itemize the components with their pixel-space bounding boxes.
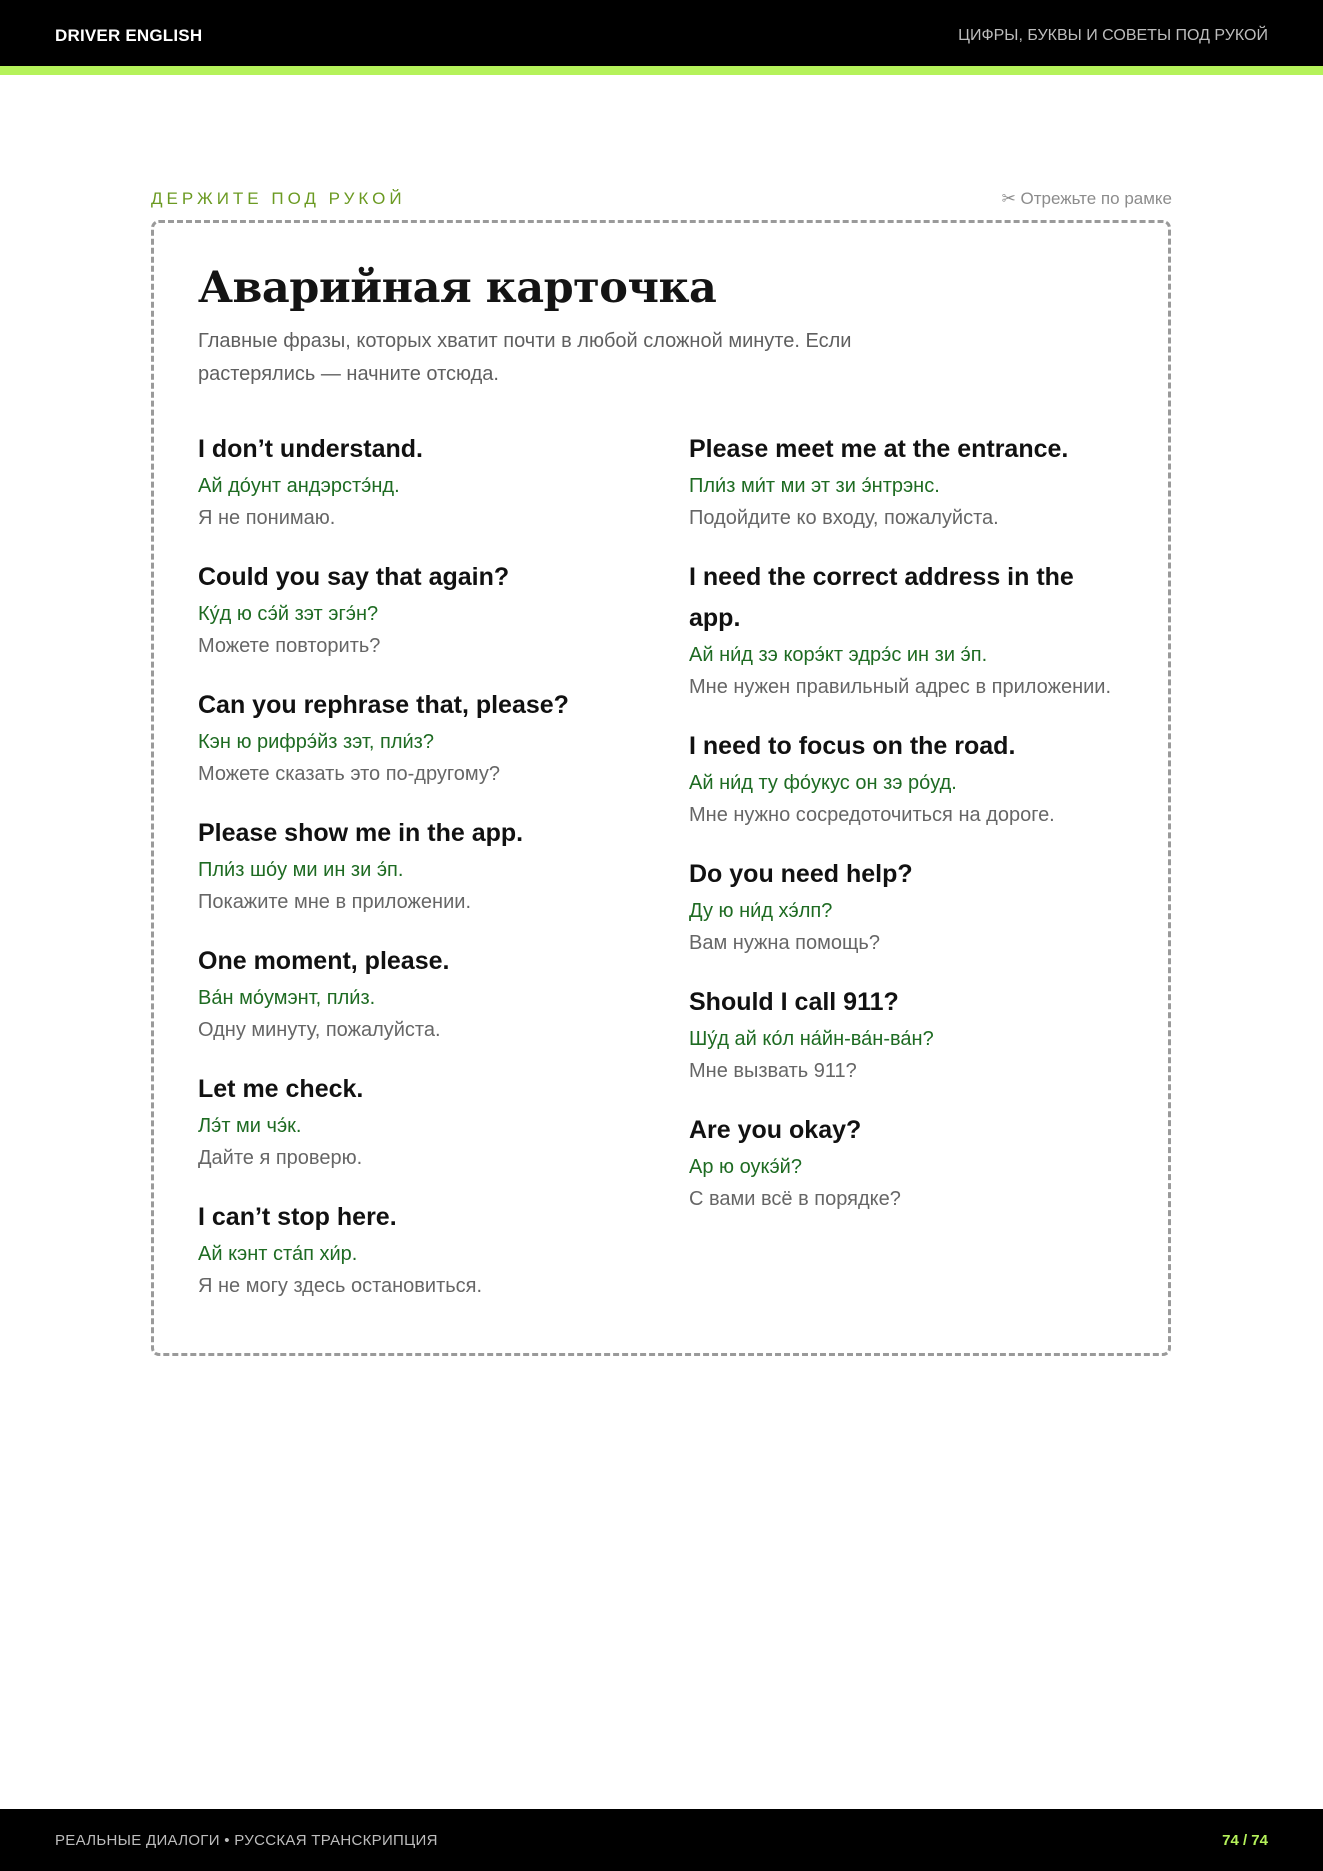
footer-caption: РЕАЛЬНЫЕ ДИАЛОГИ • РУССКАЯ ТРАНСКРИПЦИЯ [55, 1832, 438, 1849]
phrase-item [689, 1110, 1129, 1216]
phrase-item [689, 726, 1129, 832]
phrase-transcription: Ай ни́д зэ корэ́кт эдрэ́с ин зи э́п. [689, 644, 988, 666]
phrase-translation: С вами всё в порядке? [689, 1188, 901, 1210]
phrase-translation: Дайте я проверю. [198, 1147, 363, 1169]
phrase-transcription: Ай кэнт ста́п хи́р. [198, 1243, 358, 1265]
phrase-english: I need the correct address in the app. [689, 563, 1074, 632]
phrase-english: Are you okay? [689, 1116, 862, 1144]
phrase-item [198, 1197, 648, 1303]
phrase-item [689, 854, 1129, 960]
phrase-english: Can you rephrase that, please? [198, 691, 569, 719]
phrase-transcription: Пли́з шо́у ми ин зи э́п. [198, 859, 404, 881]
phrase-item [198, 429, 648, 535]
phrase-translation: Подойдите ко входу, пожалуйста. [689, 507, 999, 529]
phrase-english: Do you need help? [689, 860, 913, 888]
phrase-translation: Покажите мне в приложении. [198, 891, 471, 913]
phrase-item [198, 1069, 648, 1175]
brand-name: DRIVER ENGLISH [55, 26, 203, 45]
phrase-translation: Мне вызвать 911? [689, 1060, 857, 1082]
phrase-item [198, 685, 648, 791]
phrase-transcription: Ай до́унт андэрстэ́нд. [198, 475, 400, 497]
phrase-transcription: Ай ни́д ту фо́укус он зэ ро́уд. [689, 772, 957, 794]
phrase-translation: Можете сказать это по-другому? [198, 763, 500, 785]
phrase-translation: Одну минуту, пожалуйста. [198, 1019, 441, 1041]
cut-hint: ✂ Отрежьте по рамке [1001, 189, 1172, 208]
phrase-translation: Вам нужна помощь? [689, 932, 880, 954]
phrase-transcription: Ку́д ю сэ́й зэт эгэ́н? [198, 603, 379, 625]
section-kicker: ДЕРЖИТЕ ПОД РУКОЙ [151, 189, 406, 208]
phrase-english: Could you say that again? [198, 563, 510, 591]
phrase-item [689, 557, 1129, 704]
phrase-item [689, 982, 1129, 1088]
phrase-transcription: Шу́д ай ко́л на́йн-ва́н-ва́н? [689, 1028, 934, 1050]
phrase-item [198, 557, 648, 663]
phrase-transcription: Ва́н мо́умэнт, пли́з. [198, 987, 376, 1009]
phrase-translation: Можете повторить? [198, 635, 381, 657]
phrase-translation: Мне нужен правильный адрес в приложении. [689, 676, 1112, 698]
phrase-item [689, 429, 1129, 535]
top-bar [0, 0, 1323, 66]
phrase-english: Please meet me at the entrance. [689, 435, 1069, 463]
card-subtitle: Главные фразы, которых хватит почти в любой сложной минуте. Если растерялись — начните отсюда. [198, 330, 852, 385]
phrase-transcription: Лэ́т ми чэ́к. [198, 1115, 302, 1137]
page-number: 74 / 74 [1222, 1832, 1268, 1849]
header-tagline: ЦИФРЫ, БУКВЫ И СОВЕТЫ ПОД РУКОЙ [958, 27, 1268, 44]
footer-bar [0, 1809, 1323, 1871]
phrase-item [198, 813, 648, 919]
phrase-column-left [198, 429, 648, 1325]
phrase-english: Should I call 911? [689, 988, 899, 1016]
phrase-transcription: Ар ю оукэ́й? [689, 1156, 802, 1178]
emergency-card [151, 220, 1171, 1356]
phrase-transcription: Кэн ю рифрэ́йз зэт, пли́з? [198, 731, 434, 753]
phrase-english: I need to focus on the road. [689, 732, 1016, 760]
phrase-english: I can’t stop here. [198, 1203, 397, 1231]
phrase-english: I don’t understand. [198, 435, 423, 463]
phrase-translation: Я не могу здесь остановиться. [198, 1275, 483, 1297]
phrase-transcription: Ду ю ни́д хэ́лп? [689, 900, 833, 922]
phrase-item [198, 941, 648, 1047]
phrase-translation: Мне нужно сосредоточиться на дороге. [689, 804, 1055, 826]
phrase-translation: Я не понимаю. [198, 507, 336, 529]
phrase-transcription: Пли́з ми́т ми эт зи э́нтрэнс. [689, 475, 940, 497]
phrase-english: Let me check. [198, 1075, 364, 1103]
phrase-english: Please show me in the app. [198, 819, 524, 847]
accent-divider [0, 66, 1323, 75]
phrase-english: One moment, please. [198, 947, 450, 975]
phrase-column-right [689, 429, 1129, 1238]
card-title: Аварийная карточка [198, 263, 717, 313]
